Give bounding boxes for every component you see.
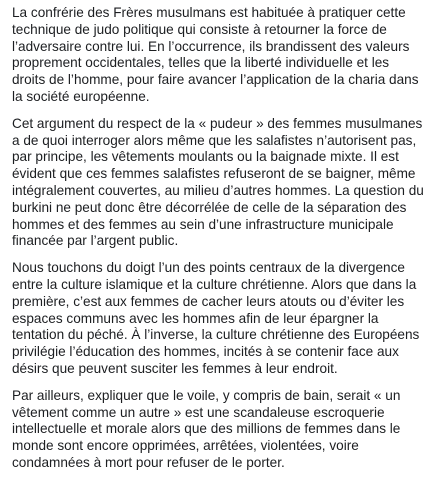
text-line: désirs que peuvent susciter les femmes à leur endroit. [12,360,338,376]
text-line: première, c’est aux femmes de cacher leurs atouts ou d’éviter les [12,293,405,309]
text-line: financée par l’argent public. [12,233,179,249]
text-line: la société européenne. [12,88,150,104]
paragraph-2 [12,116,440,250]
text-line: évident que ces femmes salafistes refuseront de se baigner, même [12,166,416,182]
text-line: burkini ne peut donc être décorrélée de celle de la séparation des [12,199,407,215]
text-line: tentation du péché. À l’inverse, la culture chrétienne des Européens [12,327,420,343]
text-line: par principe, les vêtements moulants ou la baignade mixte. Il est [12,149,399,165]
text-line: proprement occidentales, telles que la liberté individuelle et les [12,55,390,71]
text-line: l’adversaire contre lui. En l’occurrence, ils brandissent des valeurs [12,38,410,54]
text-line: condamnées à mort pour refuser de le porter. [12,454,285,470]
text-line: privilégie l’éducation des hommes, incités à se contenir face aux [12,344,399,360]
text-line: hommes et des femmes au sein d’une infrastructure municipale [12,216,394,232]
paragraph-3 [12,260,440,378]
text-line: technique de judo politique qui consiste à retourner la force de [12,21,387,37]
text-line: monde sont encore opprimées, arrêtées, violentées, voire [12,438,359,454]
text-line: entre la culture islamique et la culture chrétienne. Alors que dans la [12,276,417,292]
text-line: intellectuelle et morale alors que des millions de femmes dans le [12,421,401,437]
text-line: espaces communs avec les hommes afin de leur épargner la [12,310,379,326]
text-line: Cet argument du respect de la « pudeur » des femmes musulmanes [12,115,423,131]
paragraph-4 [12,388,440,472]
text-line: intégralement couvertes, au milieu d’autres hommes. La question du [12,182,424,198]
text-line: Par ailleurs, expliquer que le voile, y compris de bain, serait « un [12,387,401,403]
text-line: a de quoi interroger alors même que les salafistes n’autorisent pas, [12,132,417,148]
text-line: droits de l’homme, pour faire avancer l’application de la charia dans [12,72,419,88]
text-line: vêtement comme un autre » est une scandaleuse escroquerie [12,404,385,420]
paragraph-1 [12,5,440,106]
text-line: La confrérie des Frères musulmans est habituée à pratiquer cette [12,5,406,20]
post-body [12,5,440,482]
text-line: Nous touchons du doigt l’un des points centraux de la divergence [12,260,405,276]
